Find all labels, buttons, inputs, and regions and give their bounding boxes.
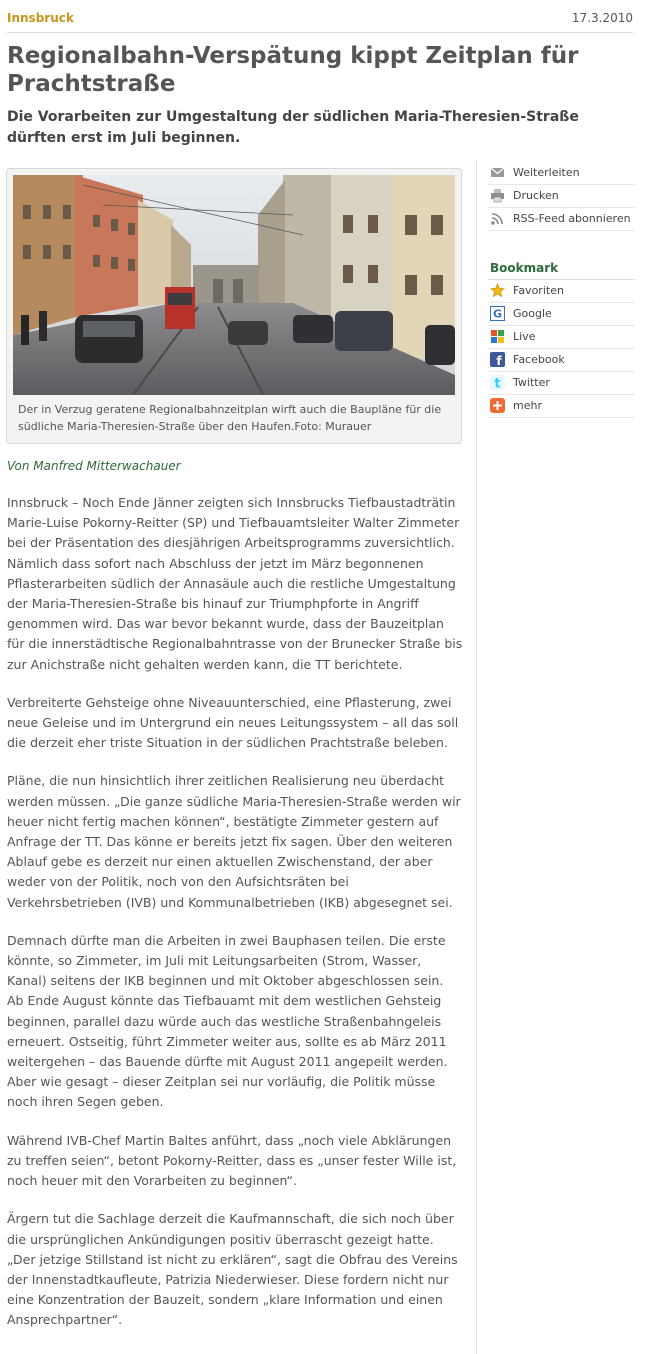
bookmark-favoriten[interactable] (488, 280, 635, 303)
article-paragraph: Innsbruck – Noch Ende Jänner zeigten sich Innsbrucks Tiefbaustadträtin Marie-Luise Pokorny-Reitter (SP) und Tiefbauamtsleiter Walter Zimmeter bei der Präsentation des diesjährigen Arbeitsprogramms zuversichtlich. Nämlich dass sofort nach Abschluss der jetzt im März begonnenen Pflasterarbeiten südlich der Annasäule auch die restliche Umgestaltung der Maria-Theresien-Straße bis hinauf zur Triumphpforte in Angriff genommen wird. Das war bevor bekannt wurde, dass der Bauzeitplan für die innerstädtische Regionalbahntrasse von der Brunecker Straße bis zur Anichstraße nicht gehalten werden kann, die TT berichtete. (7, 495, 463, 672)
facebook-icon (490, 352, 505, 367)
article-header-bar (7, 10, 633, 33)
figure-caption: Der in Verzug geratene Regionalbahnzeitplan wirft auch die Baupläne für die südliche Maria-Theresien-Straße über den Haufen.Foto: Murauer (18, 403, 442, 433)
article-paragraph: Während IVB-Chef Martin Baltes anführt, dass „noch viele Abklärungen zu treffen seien“, betont Pokorny-Reitter, dass es „unser fester Wille ist, noch heuer mit den Vorarbeiten zu beginnen“. (7, 1132, 457, 1189)
svg-text:G: G (492, 307, 503, 321)
printer-icon (490, 188, 505, 203)
article-body (7, 493, 463, 1349)
article-column (0, 160, 477, 1354)
article-paragraph: Demnach dürfte man die Arbeiten in zwei Bauphasen teilen. Die erste könnte, so Zimmeter, im Juli mit Leitungsarbeiten (Strom, Wasser, Kanal) seitens der IKB beginnen und mit Oktober abgeschlossen sein. Ab Ende August könnte das Tiefbauamt mit dem westlichen Gehsteig beginnen, parallel dazu würde auch das westliche Straßenbahngeleis erneuert. Ostseitig, führt Zimmeter weiter aus, sollte es ab März 2011 weitergehen – das Bauende dürfte mit August 2011 angepeilt werden. Aber wie gesagt – dieser Zeitplan sei nur vorläufig, die Politik müsse noch ihren Segen geben. (7, 932, 448, 1110)
print-label: Drucken (513, 189, 559, 202)
street-photo (13, 175, 455, 395)
print-link[interactable] (488, 185, 635, 208)
article-headline: Regionalbahn-Verspätung kippt Zeitplan für Prachtstraße (7, 43, 579, 97)
bookmark-heading: Bookmark (488, 261, 635, 280)
google-icon (490, 306, 505, 321)
bookmark-label: Facebook (513, 353, 565, 366)
forward-label: Weiterleiten (513, 166, 580, 179)
rss-label: RSS-Feed abonnieren (513, 212, 631, 225)
bookmark-mehr[interactable] (488, 395, 635, 418)
street-photo-image (13, 175, 455, 395)
windows-live-icon (490, 329, 505, 344)
bookmark-label: Favoriten (513, 284, 564, 297)
svg-text:t: t (494, 376, 501, 390)
svg-text:f: f (496, 354, 502, 367)
bookmark-label: Live (513, 330, 536, 343)
bookmark-twitter[interactable] (488, 372, 635, 395)
star-icon (490, 283, 505, 298)
forward-link[interactable] (488, 162, 635, 185)
article-lead: Die Vorarbeiten zur Umgestaltung der südlichen Maria-Theresien-Straße dürften erst im Juli beginnen. (7, 109, 579, 146)
rss-link[interactable] (488, 208, 635, 231)
article-figure (6, 168, 462, 444)
bookmark-label: Twitter (513, 376, 550, 389)
bookmark-facebook[interactable] (488, 349, 635, 372)
article-author: Von Manfred Mitterwachauer (7, 459, 181, 473)
article-paragraph: Pläne, die nun hinsichtlich ihrer zeitlichen Realisierung neu überdacht werden müssen. „Die ganze südliche Maria-Theresien-Straße werden wir heuer nicht fertig machen können“, bestätigte Zimmeter gestern auf Anfrage der TT. Das könne er bereits jetzt fix sagen. Über den weiteren Ablauf gebe es derzeit nur einen aktuellen Zwischenstand, der aber weder von der Politik, noch von den Aufsichtsräten bei Verkehrsbetrieben (IVB) und Kommunalbetrieben (IKB) abgesegnet sei. (7, 773, 461, 910)
rss-icon (490, 211, 505, 226)
article-paragraph: Verbreiterte Gehsteige ohne Niveauunterschied, eine Pflasterung, zwei neue Geleise und im Untergrund ein neues Leitungssystem – all das soll die derzeit eher triste Situation in der südlichen Prachtstraße beleben. (7, 694, 459, 751)
plus-icon (490, 398, 505, 413)
bookmark-live[interactable] (488, 326, 635, 349)
envelope-icon (490, 165, 505, 180)
sidebar (488, 162, 635, 418)
bookmark-label: mehr (513, 399, 542, 412)
article-paragraph: Ärgern tut die Sachlage derzeit die Kaufmannschaft, die sich noch über die ursprünglichen Ankündigungen positiv überrascht gezeigt hatte. „Der jetzige Stillstand ist nicht zu erklären“, sagt die Obfrau des Vereins der Innenstadtkaufleute, Patrizia Niederwieser. Diese fordern nicht nur eine Konzentration der Bauzeit, sondern „klare Information und einen Ansprechpartner“. (7, 1211, 458, 1328)
bookmark-google[interactable] (488, 303, 635, 326)
article-date: 17.3.2010 (571, 11, 633, 25)
bookmark-label: Google (513, 307, 552, 320)
twitter-icon (490, 375, 505, 390)
location-label: Innsbruck (7, 11, 74, 25)
